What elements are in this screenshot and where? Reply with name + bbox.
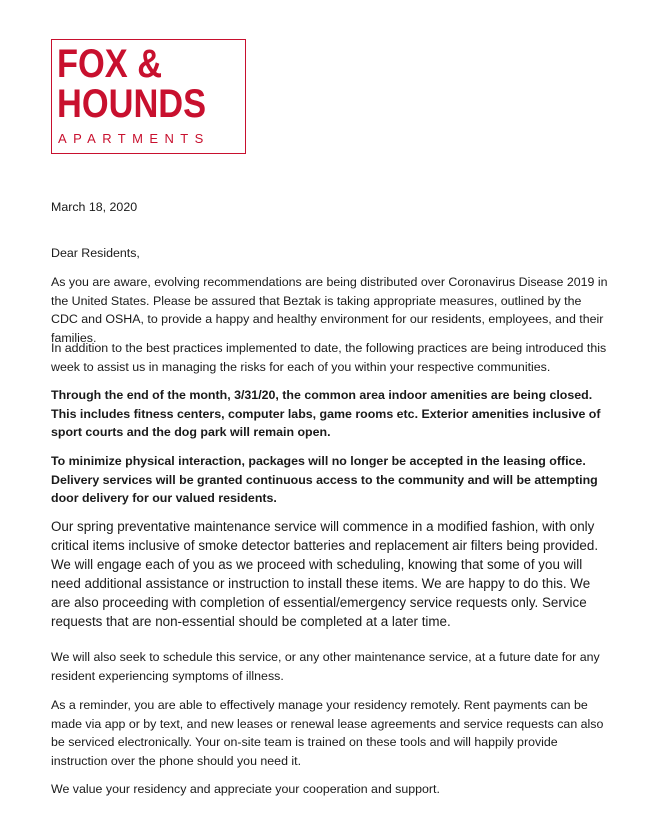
company-logo xyxy=(51,39,246,154)
paragraph-package-delivery: To minimize physical interaction, packages will no longer be accepted in the leasing office. Delivery services will be granted continuous access to the community and will be attempting door delivery for our valued residents. xyxy=(51,454,598,505)
paragraph-amenities-closure: Through the end of the month, 3/31/20, the common area indoor amenities are being closed. This includes fitness centers, computer labs, game rooms etc. Exterior amenities inclusive of sport courts and the dog park will remain open. xyxy=(51,388,601,439)
paragraph-remote-management: As a reminder, you are able to effectively manage your residency remotely. Rent payments can be made via app or by text, and new leases or renewal lease agreements and service requests can also be serviced electronically. Your on-site team is trained on these tools and will happily provide instruction over the phone should you need it. xyxy=(51,698,604,768)
paragraph-future-scheduling: We will also seek to schedule this service, or any other maintenance service, at a future date for any resident experiencing symptoms of illness. xyxy=(51,650,600,683)
letter-date: March 18, 2020 xyxy=(51,200,138,214)
logo-wordmark-hounds: HOUNDS xyxy=(57,82,207,126)
letter-salutation: Dear Residents, xyxy=(51,246,140,260)
paragraph-intro: As you are aware, evolving recommendations are being distributed over Coronavirus Disease 2019 in the United States. Please be assured that Beztak is taking appropriate measures, outlined by the CDC and OSHA, to provide a happy and healthy environment for our residents, employees, and their families. xyxy=(51,275,608,345)
logo-wordmark-apartments: APARTMENTS xyxy=(58,131,210,146)
paragraph-maintenance: Our spring preventative maintenance service will commence in a modified fashion, with only critical items inclusive of smoke detector batteries and replacement air filters being provided. We will engage each of you as we proceed with scheduling, knowing that some of you will need additional assistance or instruction to install these items. We are happy to do this. We are also proceeding with completion of essential/emergency service requests only. Service requests that are non-essential should be completed at a later time. xyxy=(51,519,599,629)
logo-wordmark-fox: FOX & xyxy=(57,42,163,86)
paragraph-closing: We value your residency and appreciate your cooperation and support. xyxy=(51,782,440,796)
paragraph-best-practices: In addition to the best practices implemented to date, the following practices are being introduced this week to assist us in managing the risks for each of you within your respective communities. xyxy=(51,341,607,374)
